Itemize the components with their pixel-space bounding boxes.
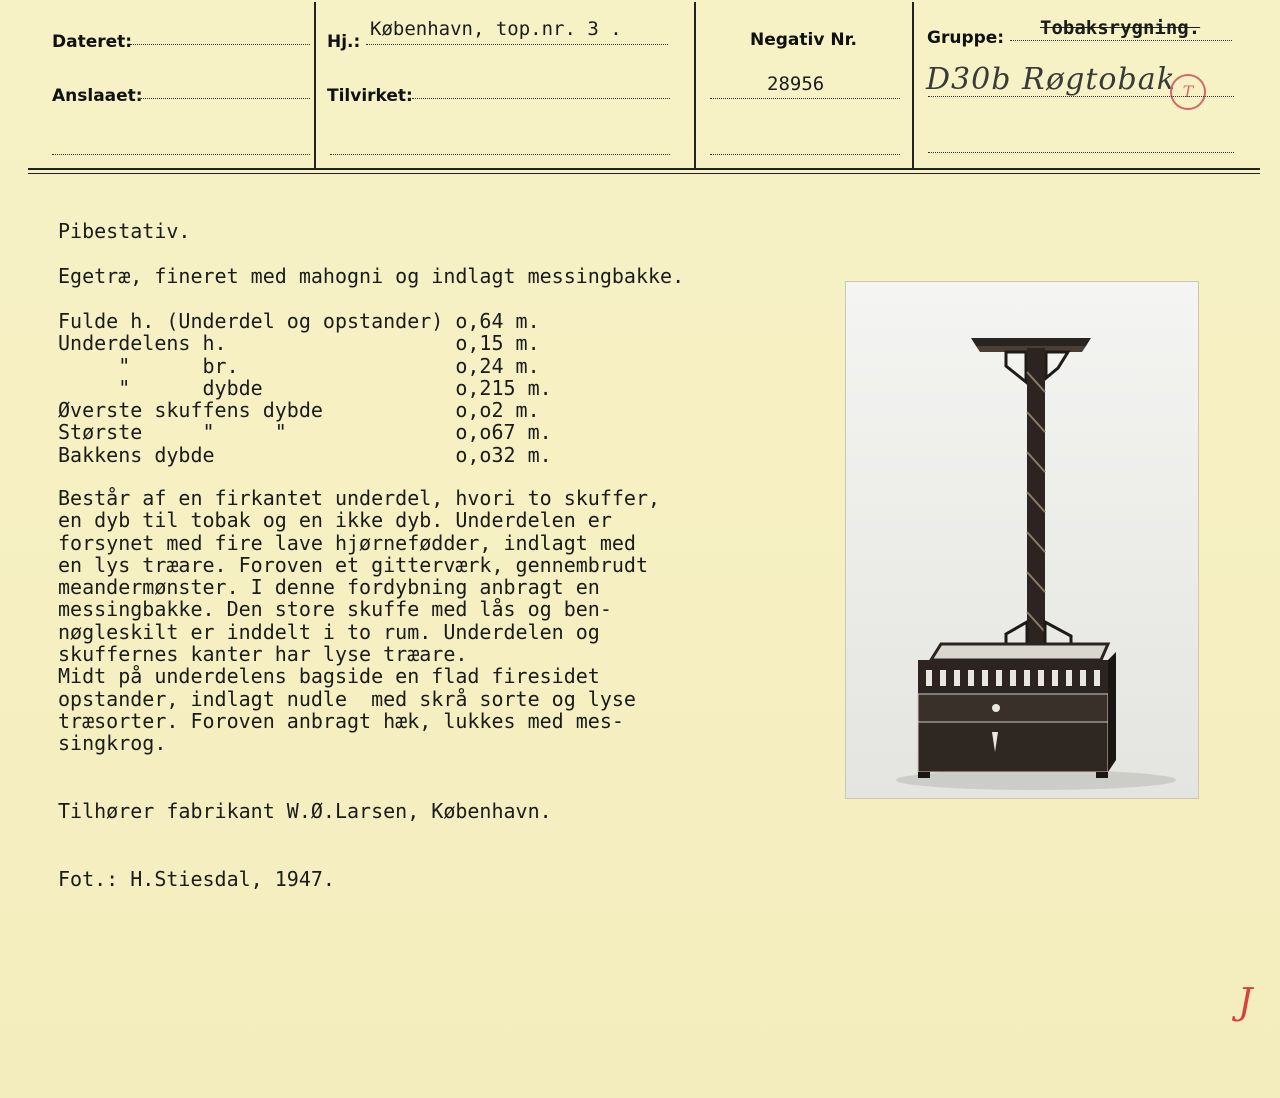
blank-line — [928, 152, 1234, 153]
header-rule — [28, 173, 1260, 174]
header-rule — [28, 168, 1260, 170]
header-divider — [912, 2, 914, 168]
description-text: Består af en firkantet underdel, hvori to skuffer, en dyb til tobak og en ikke dyb. Underdelen er forsynet med fire lave hjørnefødder, indlagt med en lys træare. Foroven et gitterværk, gennembrudt meandermønster. I denne fordybning anbragt en messingbakke. Den store skuffe med lås og ben- nøgleskilt er inddelt i to rum. Underdelen og skuffernes kanter har lyse træare. Midt på underdelens bagside en flad firesidet opstander, indlagt nudle med skrå sorte og lyse træsorter. Foroven anbragt hæk, lukkes med mes- singkrog. — [58, 486, 661, 756]
material-text: Egetræ, fineret med mahogni og indlagt messingbakke. — [58, 264, 685, 288]
header-divider — [314, 2, 316, 168]
anslaaet-line — [138, 98, 310, 99]
photo-credit: Fot.: H.Stiesdal, 1947. — [58, 867, 335, 891]
gruppe-value: Tobaksrygning. — [1040, 17, 1201, 39]
hj-line — [366, 44, 668, 45]
negativ-line — [710, 98, 900, 99]
blank-line — [52, 154, 310, 155]
gruppe-line-2 — [928, 96, 1234, 97]
object-photo — [845, 281, 1199, 799]
corner-mark: J — [1238, 982, 1253, 1023]
hj-value: København, top.nr. 3 . — [370, 18, 622, 40]
dateret-line — [130, 44, 310, 45]
tilvirket-line — [412, 98, 670, 99]
hj-label: Hj.: — [327, 32, 361, 52]
handwritten-group: D30b Røgtobak — [926, 62, 1176, 97]
stamp-circle: T — [1170, 74, 1206, 110]
dateret-label: Dateret: — [52, 32, 133, 52]
gruppe-label: Gruppe: — [927, 28, 1005, 48]
blank-line — [330, 154, 670, 155]
negativ-value: 28956 — [767, 73, 825, 95]
header-divider — [694, 2, 696, 168]
tilvirket-label: Tilvirket: — [327, 86, 413, 106]
pipe-stand-image — [846, 282, 1198, 798]
blank-line — [710, 154, 900, 155]
measurements: Fulde h. (Underdel og opstander) o,64 m. Underdelens h. o,15 m. " br. o,24 m. " dybde o,215 m. Øverste skuffens dybde o,o2 m. Største " " o,o67 m. Bakkens dybde o,o32 m. — [58, 309, 552, 467]
gruppe-line — [1010, 40, 1232, 41]
anslaaet-label: Anslaaet: — [52, 86, 143, 106]
owner-text: Tilhører fabrikant W.Ø.Larsen, København. — [58, 799, 552, 823]
negativ-label: Negativ Nr. — [750, 30, 857, 50]
object-title: Pibestativ. — [58, 219, 191, 243]
